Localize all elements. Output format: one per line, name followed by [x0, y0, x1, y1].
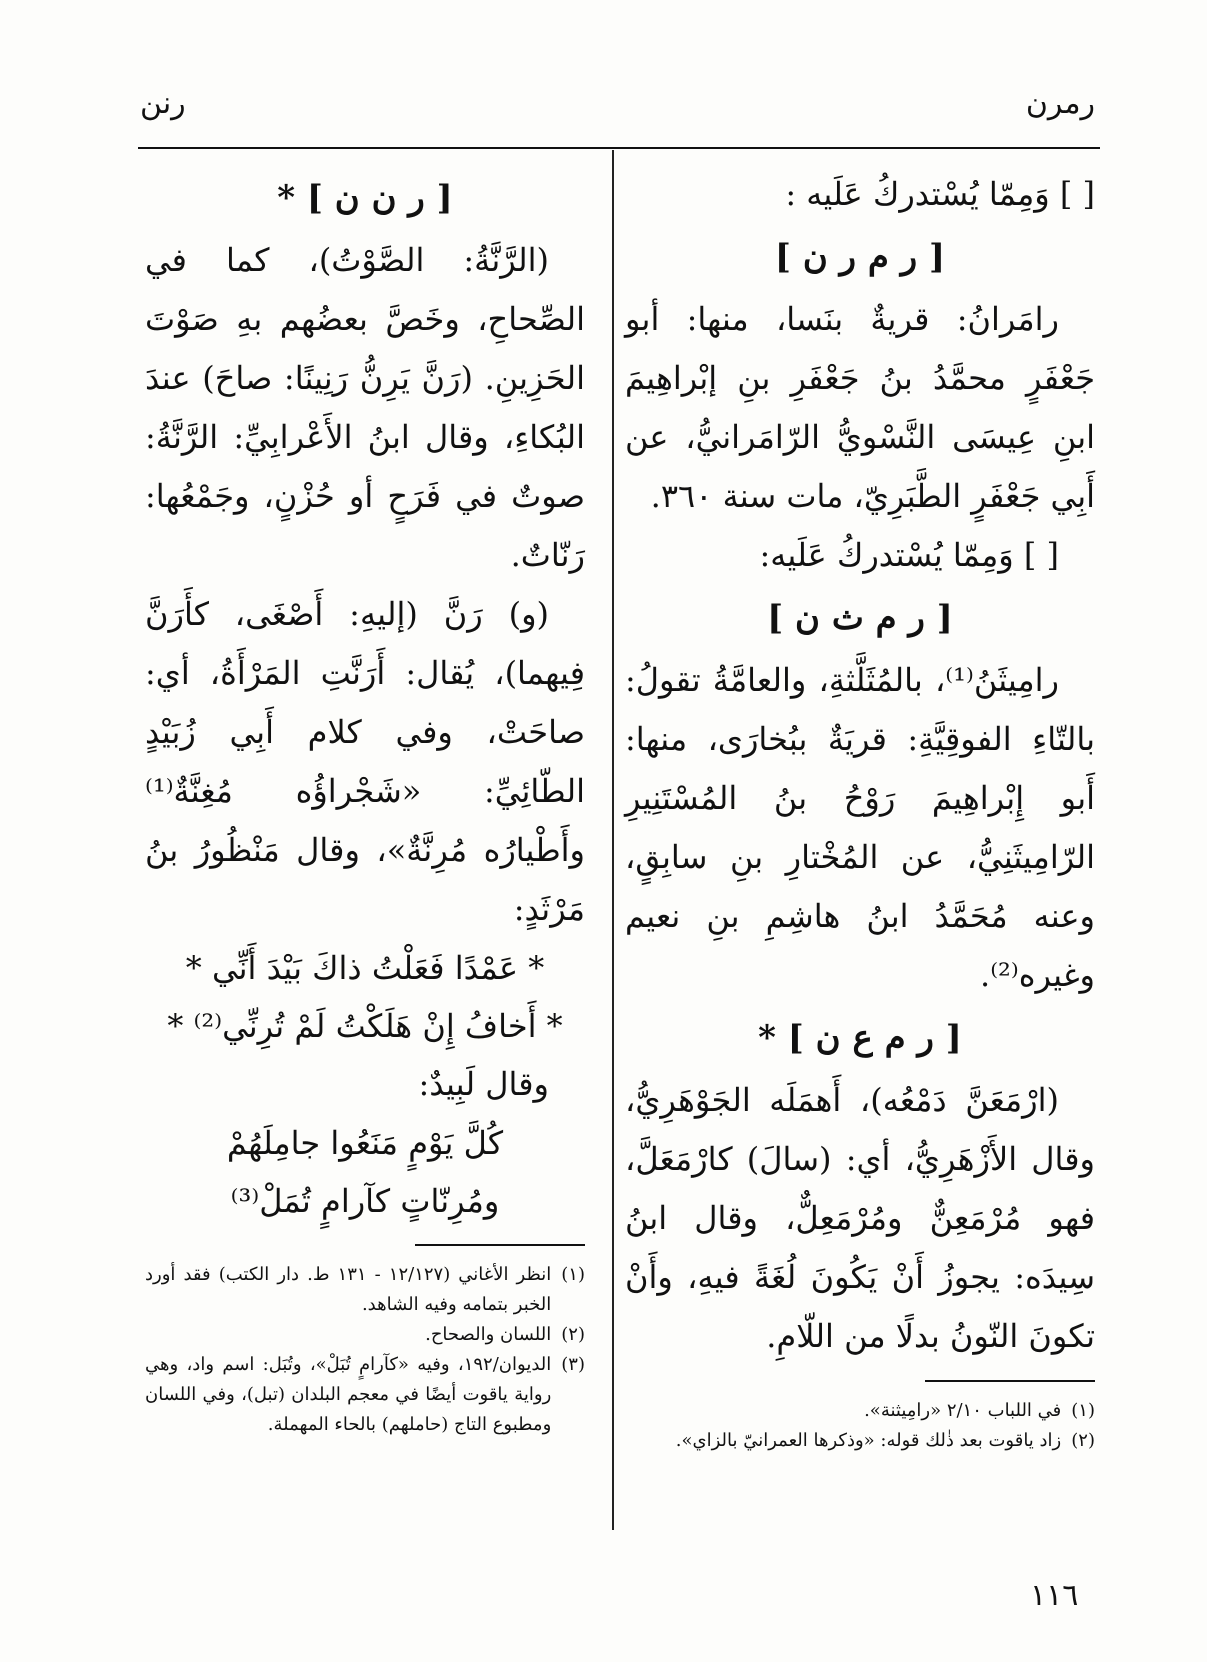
page-number: ١١٦ — [1030, 1578, 1079, 1613]
column-divider — [612, 150, 614, 1530]
left-column — [145, 165, 585, 1440]
footnote — [625, 1426, 1095, 1456]
verse-line: ومُرِنّاتٍ كآرامٍ تُمَلْ⁽³⁾ — [230, 1182, 500, 1220]
verse-line: * عَمْدًا فَعَلْتُ ذاكَ بَيْدَ أَنِّي * — [185, 949, 545, 987]
footnote-text: انظر الأغاني (١٢/١٢٧ - ١٣١ ط. دار الكتب) فقد أورد الخبر بتمامه وفيه الشاهد. — [145, 1264, 552, 1315]
running-head-right: رمرن — [1025, 86, 1095, 121]
entry-paragraph: (الرَّنَّةُ: الصَّوْتُ)، كما في الصِّحاحِ، وخَصَّ بعضُهم بهِ صَوْتَ الحَزِينِ. (رَنَّ يَرِنُّ رَنِينًا: صاحَ) عندَ البُكاءِ، وقال ابنُ الأَعْرابِيِّ: الرَّنَّةُ: صوتٌ في فَرَحٍ أو حُزْنٍ، وجَمْعُها: رَنّاتٌ. — [145, 241, 585, 574]
root-heading: [ ر م ر ن ] — [774, 237, 946, 277]
footnote-text: في اللباب ٢/١٠ «رامِيثنة». — [864, 1400, 1062, 1421]
verse-line: كُلَّ يَوْمٍ مَنَعُوا جامِلَهُمْ — [226, 1124, 504, 1162]
running-head-left: رنن — [140, 86, 186, 121]
footnote-number: (١) — [561, 1264, 585, 1285]
footnote-number: (٢) — [561, 1324, 585, 1345]
footnote-text: الديوان/١٩٢، وفيه «كآرامٍ تُبَلْ»، وتُبَل: اسم واد، وهي رواية ياقوت أيضًا في معجم البلدان (تبل)، وفي اللسان ومطبوع التاج (حاملهم) بالحاء المهملة. — [145, 1354, 552, 1435]
entry-paragraph: رامَرانُ: قريةٌ بنَسا، منها: أبو جَعْفَرٍ محمَّدُ بنُ جَعْفَرِ بنِ إبْراهِيمَ ابنِ عِيسَى النَّسْويُّ الرّامَرانيُّ، عن أَبِي جَعْفَرٍ الطَّبَرِيّ، مات سنة ٣٦٠. — [625, 300, 1095, 515]
footnote — [625, 1396, 1095, 1426]
addendum-line: [ ] وَمِمّا يُسْتدركُ عَلَيه: — [759, 536, 1059, 574]
root-heading: [ ر ن ن ] * — [277, 178, 453, 218]
footnote-text: زاد ياقوت بعد ذٰلك قوله: «وذكرها العمرانيّ بالزاي». — [675, 1430, 1062, 1451]
header-rule — [138, 147, 1100, 149]
entry-paragraph: (و) رَنَّ (إليهِ: أَصْغَى، كأَرَنَّ فِيهما)، يُقال: أَرَنَّتِ المَرْأَةُ، أي: صاحَتْ، وفي كلام أَبِي زُبَيْدٍ الطّائِيِّ: «شَجْراؤُه مُغِنَّةٌ⁽¹⁾ وأَطْيارُه مُرِنَّةٌ»، وقال مَنْظُورُ بنُ مَرْثَدٍ: — [145, 595, 585, 928]
footnote-rule — [925, 1380, 1095, 1382]
footnote-number: (٢) — [1071, 1430, 1095, 1451]
root-heading: [ ر م ع ن ] * — [758, 1018, 962, 1058]
footnote — [145, 1350, 585, 1440]
entry-paragraph: وقال لَبِيدٌ: — [418, 1065, 549, 1103]
right-column — [625, 165, 1095, 1456]
verse-line: * أَخافُ إِنْ هَلَكْتُ لَمْ تُرِنِّي⁽²⁾ * — [167, 1007, 563, 1045]
entry-paragraph: رامِيثَنُ⁽¹⁾، بالمُثَلَّثةِ، والعامَّةُ تقولُ: بالتّاءِ الفوقِيَّةِ: قريَةٌ ببُخارَى، منها: أَبو إِبْراهِيمَ رَوْحُ بنُ المُسْتَنِيرِ الرّامِيثَنِيُّ، عن المُخْتارِ بنِ سابِقٍ، وعنه مُحَمَّدُ ابنُ هاشِمِ بنِ نعيم وغيره⁽²⁾. — [625, 661, 1095, 994]
addendum-line: [ ] وَمِمّا يُسْتدركُ عَلَيه : — [785, 175, 1095, 213]
footnote-text: اللسان والصحاح. — [425, 1324, 552, 1345]
footnote-rule — [415, 1244, 585, 1246]
footnote-number: (١) — [1071, 1400, 1095, 1421]
entry-paragraph: (ارْمَعَنَّ دَمْعُه)، أَهمَلَه الجَوْهَرِيُّ، وقال الأَزْهَرِيُّ، أي: (سالَ) كارْمَعَلَّ، فهو مُرْمَعِنٌّ ومُرْمَعِلٌّ، وقال ابنُ سِيدَه: يجوزُ أَنْ يَكُونَ لُغَةً فيهِ، وأَنْ تكونَ النّونُ بدلًا من اللّامِ. — [625, 1081, 1095, 1355]
footnote-number: (٣) — [561, 1354, 585, 1375]
root-heading: [ ر م ث ن ] — [767, 598, 953, 638]
footnote — [145, 1260, 585, 1320]
footnote — [145, 1320, 585, 1350]
